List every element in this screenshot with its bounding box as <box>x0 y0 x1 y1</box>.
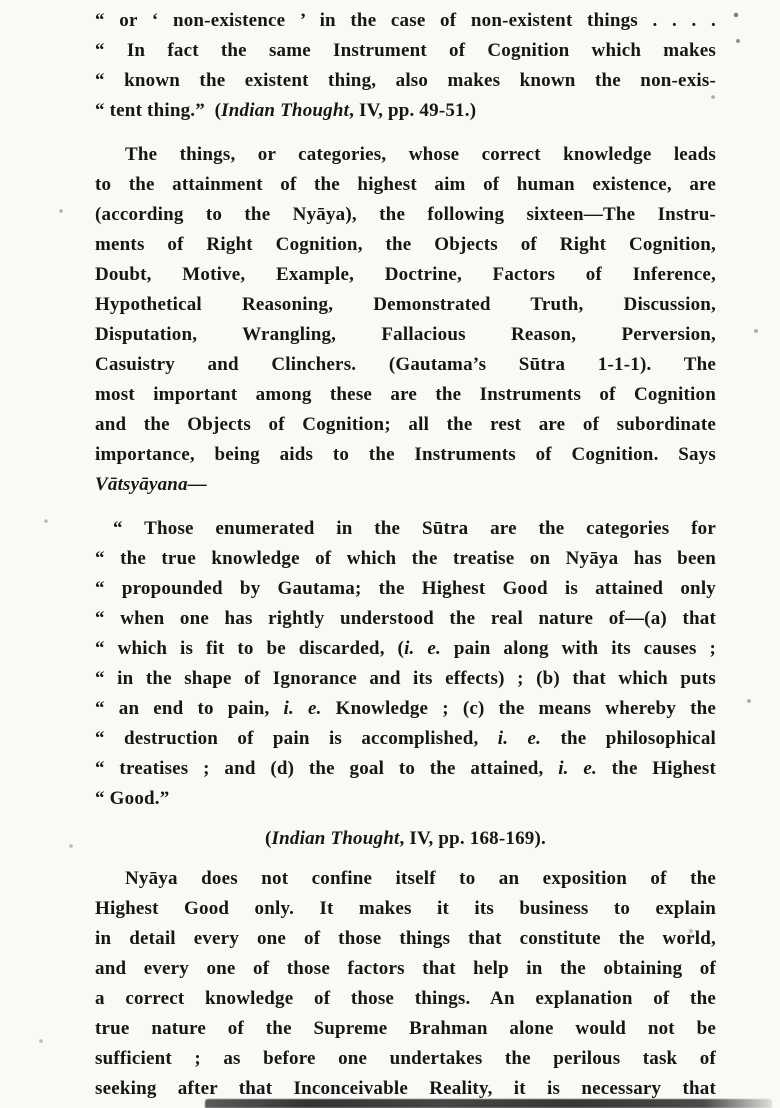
text-segment: , IV, pp. 168-169). <box>399 828 546 849</box>
text-segment: true nature of the Supreme Brahman alone would not be <box>95 1018 716 1039</box>
text-line <box>95 984 716 1014</box>
text-line <box>95 824 716 854</box>
text-line <box>95 260 716 290</box>
text-segment: the philosophical <box>541 728 716 749</box>
text-line <box>95 754 716 784</box>
text-segment: “ known the existent thing, also makes known the non-exis- <box>95 70 716 91</box>
text-segment: “ treatises ; and (d) the goal to the attained, <box>95 758 559 779</box>
text-segment: sufficient ; as before one undertakes the perilous task of <box>95 1048 716 1069</box>
body-paragraph-nyaya-scope <box>95 864 716 1104</box>
text-segment: The things, or categories, whose correct knowledge leads <box>125 144 716 165</box>
text-segment: Nyāya does not confine itself to an exposition of the <box>125 868 716 889</box>
text-line <box>95 724 716 754</box>
text-line <box>95 290 716 320</box>
text-segment: ments of Right Cognition, the Objects of Right Cognition, <box>95 234 716 255</box>
text-segment: seeking after that Inconceivable Reality, it is necessary that <box>95 1078 716 1099</box>
italic-text-segment: i. e. <box>404 638 441 659</box>
text-segment: “ In fact the same Instrument of Cognition which makes <box>95 40 716 61</box>
text-segment: the Highest <box>596 758 716 779</box>
text-line <box>95 440 716 470</box>
text-line <box>95 410 716 440</box>
text-segment: Doubt, Motive, Example, Doctrine, Factors of Inference, <box>95 264 716 285</box>
text-segment: “ the true knowledge of which the treatise on Nyāya has been <box>95 548 716 569</box>
text-line <box>95 170 716 200</box>
text-line <box>95 66 716 96</box>
text-line <box>95 604 716 634</box>
text-segment: most important among these are the Instruments of Cognition <box>95 384 716 405</box>
text-segment: “ in the shape of Ignorance and its effects) ; (b) that which puts <box>95 668 716 689</box>
text-line <box>95 924 716 954</box>
text-segment: “ or ‘ non-existence ’ in the case of non-existent things . . . . <box>95 10 716 31</box>
text-line <box>95 230 716 260</box>
text-segment: pain along with its causes ; <box>440 638 716 659</box>
text-segment: “ an end to pain, <box>95 698 284 719</box>
text-segment: “ Those enumerated in the Sūtra are the categories for <box>113 518 716 539</box>
body-paragraph-categories <box>95 140 716 500</box>
italic-text-segment: Indian Thought <box>271 828 400 849</box>
text-segment: “ destruction of pain is accomplished, <box>95 728 498 749</box>
italic-text-segment: Indian Thought <box>221 100 350 121</box>
ink-speck <box>0 0 2 2</box>
text-line <box>95 36 716 66</box>
text-line <box>95 514 716 544</box>
citation-line <box>95 824 716 854</box>
text-segment: , IV, pp. 49-51.) <box>349 100 477 121</box>
text-line <box>95 96 716 126</box>
text-line <box>95 574 716 604</box>
quoted-passage-2 <box>95 514 716 814</box>
text-line <box>95 200 716 230</box>
text-line <box>95 864 716 894</box>
text-segment: and the Objects of Cognition; all the rest are of subordinate <box>95 414 716 435</box>
text-line <box>95 320 716 350</box>
quoted-passage-1 <box>95 6 716 126</box>
text-segment: in detail every one of those things that constitute the world, <box>95 928 716 949</box>
text-line <box>95 664 716 694</box>
text-segment: Hypothetical Reasoning, Demonstrated Truth, Discussion, <box>95 294 716 315</box>
text-line <box>95 694 716 724</box>
text-segment: “ tent thing.” ( <box>95 100 222 121</box>
italic-text-segment: i. e. <box>497 728 542 749</box>
text-line <box>95 894 716 924</box>
text-segment: “ when one has rightly understood the real nature of—(a) that <box>95 608 716 629</box>
text-segment: Knowledge ; (c) the means whereby the <box>321 698 716 719</box>
text-segment: (according to the Nyāya), the following sixteen—The Instru- <box>95 204 716 225</box>
text-line <box>95 954 716 984</box>
italic-text-segment: i. e. <box>558 758 597 779</box>
text-line <box>95 6 716 36</box>
text-line <box>95 544 716 574</box>
text-segment: ( <box>265 828 272 849</box>
text-segment: “ propounded by Gautama; the Highest Good is attained only <box>95 578 716 599</box>
text-line <box>95 634 716 664</box>
text-line <box>95 1044 716 1074</box>
text-line <box>95 470 716 500</box>
text-segment: a correct knowledge of those things. An explanation of the <box>95 988 716 1009</box>
italic-text-segment: i. e. <box>283 698 322 719</box>
text-line <box>95 1014 716 1044</box>
text-segment: Casuistry and Clinchers. (Gautama’s Sūtra 1-1-1). The <box>95 354 716 375</box>
italic-text-segment: Vātsyāyana— <box>95 474 207 495</box>
text-segment: and every one of those factors that help in the obtaining of <box>95 958 716 979</box>
text-segment: Disputation, Wrangling, Fallacious Reason, Perversion, <box>95 324 716 345</box>
text-line <box>95 350 716 380</box>
text-segment: to the attainment of the highest aim of human existence, are <box>95 174 716 195</box>
text-segment: importance, being aids to the Instruments of Cognition. Says <box>95 444 716 465</box>
text-line <box>95 380 716 410</box>
text-line <box>95 784 716 814</box>
text-line <box>95 140 716 170</box>
text-segment: “ Good.” <box>95 788 170 809</box>
bottom-ink-smudge <box>205 1099 772 1108</box>
text-segment: Highest Good only. It makes it its business to explain <box>95 898 716 919</box>
text-segment: “ which is fit to be discarded, ( <box>95 638 405 659</box>
text-block <box>95 6 716 1104</box>
